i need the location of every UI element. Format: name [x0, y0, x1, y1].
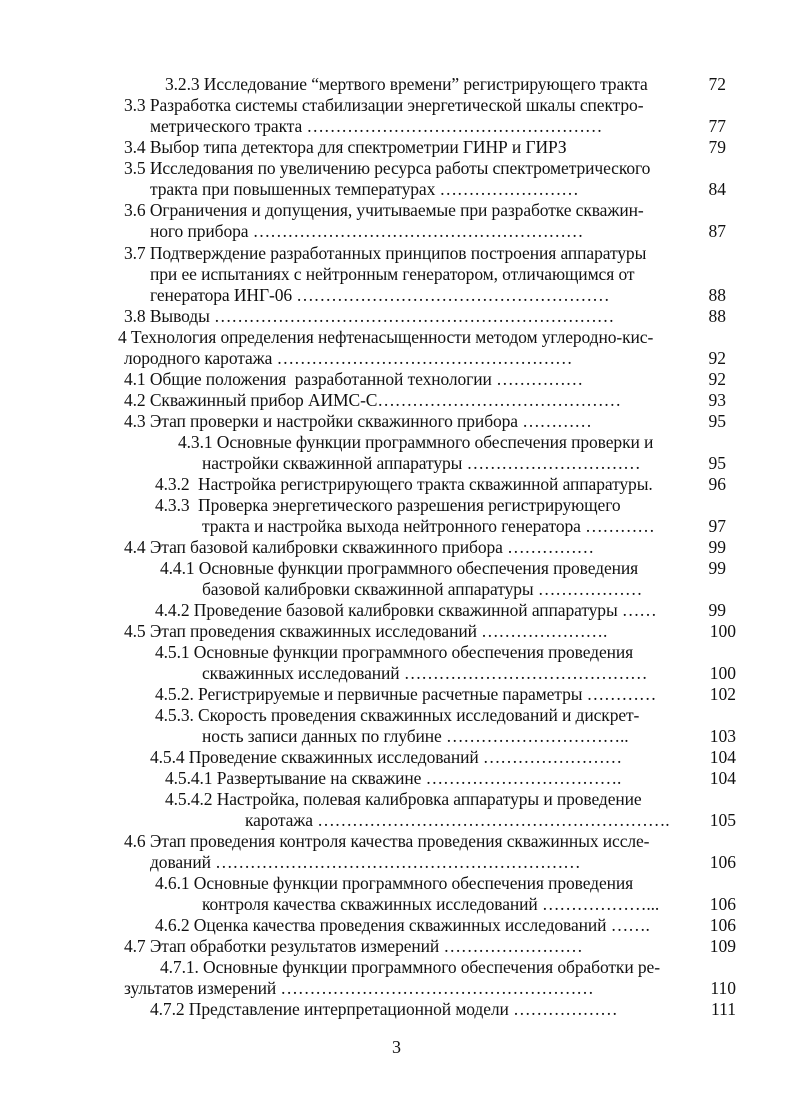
- toc-entry-3-5-cont: тракта при повышенных температурах ……………………: [150, 179, 579, 199]
- toc-entry-4-5-3: 4.5.3. Скорость проведения скважинных исследований и дискрет-: [155, 705, 640, 725]
- toc-entry-4-6-1: 4.6.1 Основные функции программного обеспечения проведения: [155, 873, 634, 893]
- toc-page-number: 95: [708, 453, 726, 473]
- toc-page-number: 92: [708, 348, 726, 368]
- toc-entry-4-4-1-cont: базовой калибровки скважинной аппаратуры ………………: [202, 579, 643, 599]
- toc-page-number: 106: [709, 894, 736, 914]
- toc-entry-4-4-2: 4.4.2 Проведение базовой калибровки скважинной аппаратуры ……: [155, 600, 657, 620]
- toc-page-number: 79: [708, 137, 726, 157]
- toc-entry-4-3-1: 4.3.1 Основные функции программного обеспечения проверки и: [178, 432, 654, 452]
- toc-entry-4-1: 4.1 Общие положения разработанной технологии ……………: [124, 369, 584, 389]
- toc-page-number: 100: [709, 663, 736, 683]
- toc-entry-4-5-4-2: 4.5.4.2 Настройка, полевая калибровка аппаратуры и проведение: [165, 789, 642, 809]
- toc-entry-3-6: 3.6 Ограничения и допущения, учитываемые при разработке скважин-: [124, 200, 644, 220]
- toc-entry-4-5-4-2-cont: каротажа …………………………………………………….: [245, 810, 670, 830]
- toc-entry-4-6: 4.6 Этап проведения контроля качества проведения скважинных иссле-: [124, 831, 650, 851]
- toc-entry-3-4: 3.4 Выбор типа детектора для спектрометрии ГИНР и ГИРЗ: [124, 137, 567, 157]
- toc-page-number: 99: [708, 558, 726, 578]
- toc-page-number: 99: [708, 537, 726, 557]
- toc-page-number: 100: [709, 621, 736, 641]
- toc-entry-4-4-1: 4.4.1 Основные функции программного обеспечения проведения: [160, 558, 639, 578]
- toc-entry-4-5-2: 4.5.2. Регистрируемые и первичные расчетные параметры …………: [155, 684, 657, 704]
- toc-chapter-4: 4 Технология определения нефтенасыщенности методом углеродно-кис-: [118, 327, 654, 347]
- toc-page-number: 110: [710, 978, 736, 998]
- toc-entry-4-5-3-cont: ность записи данных по глубине …………………………..: [202, 726, 629, 746]
- toc-page-number: 88: [708, 306, 726, 326]
- toc-chapter-4-cont: лородного каротажа ……………………………………………: [124, 348, 573, 368]
- toc-entry-4-3-2: 4.3.2 Настройка регистрирующего тракта скважинной аппаратуры.: [155, 474, 653, 494]
- toc-entry-3-2-3: 3.2.3 Исследование “мертвого времени” регистрирующего тракта: [165, 74, 648, 94]
- toc-page-number: 106: [709, 852, 736, 872]
- toc-page-number: 87: [708, 221, 726, 241]
- toc-entry-4-7: 4.7 Этап обработки результатов измерений ……………………: [124, 936, 583, 956]
- toc-page-number: 88: [708, 285, 726, 305]
- toc-page-number: 96: [708, 474, 726, 494]
- toc-entry-4-4: 4.4 Этап базовой калибровки скважинного прибора ……………: [124, 537, 595, 557]
- toc-entry-4-3-1-cont: настройки скважинной аппаратуры …………………………: [202, 453, 641, 473]
- toc-entry-4-3: 4.3 Этап проверки и настройки скважинного прибора …………: [124, 411, 592, 431]
- toc-page-number: 97: [708, 516, 726, 536]
- toc-entry-3-3-cont: метрического тракта ……………………………………………: [150, 116, 603, 136]
- toc-page-number: 84: [708, 179, 726, 199]
- toc-entry-4-6-2: 4.6.2 Оценка качества проведения скважинных исследований …….: [155, 915, 650, 935]
- toc-entry-4-6-1-cont: контроля качества скважинных исследований ………………...: [202, 894, 660, 914]
- toc-entry-4-5: 4.5 Этап проведения скважинных исследований ………………….: [124, 621, 608, 641]
- toc-entry-3-7-cont: при ее испытаниях с нейтронным генератором, отличающимся от: [150, 264, 635, 284]
- toc-page-number: 92: [708, 369, 726, 389]
- toc-entry-4-6-cont: дований ………………………………………………………: [150, 852, 581, 872]
- toc-page-number: 77: [708, 116, 726, 136]
- toc-entry-4-3-3: 4.3.3 Проверка энергетического разрешения регистрирующего: [155, 495, 621, 515]
- toc-page-number: 103: [709, 726, 736, 746]
- toc-page-number: 72: [708, 74, 726, 94]
- toc-page-number: 99: [708, 600, 726, 620]
- toc-entry-4-7-2: 4.7.2 Представление интерпретационной модели ………………: [150, 999, 618, 1019]
- toc-entry-3-8: 3.8 Выводы ……………………………………………………………: [124, 306, 615, 326]
- toc-page-number: 95: [708, 411, 726, 431]
- toc-page-number: 105: [709, 810, 736, 830]
- toc-entry-4-5-1-cont: скважинных исследований ……………………………………: [202, 663, 648, 683]
- toc-entry-4-7-1-cont: зультатов измерений ………………………………………………: [124, 978, 594, 998]
- toc-page-number: 93: [708, 390, 726, 410]
- toc-page-number: 106: [709, 915, 736, 935]
- toc-entry-4-2: 4.2 Скважинный прибор АИМС-С……………………………………: [124, 390, 621, 410]
- toc-page-number: 104: [709, 747, 736, 767]
- toc-entry-3-5: 3.5 Исследования по увеличению ресурса работы спектрометрического: [124, 158, 651, 178]
- toc-entry-4-3-3-cont: тракта и настройка выхода нейтронного генератора …………: [202, 516, 655, 536]
- page-number: 3: [392, 1037, 401, 1057]
- toc-entry-3-7-cont: генератора ИНГ-06 ………………………………………………: [150, 285, 610, 305]
- toc-entry-3-6-cont: ного прибора …………………………………………………: [150, 221, 584, 241]
- toc-entry-4-7-1: 4.7.1. Основные функции программного обеспечения обработки ре-: [160, 957, 660, 977]
- toc-page-number: 102: [709, 684, 736, 704]
- toc-entry-4-5-4-1: 4.5.4.1 Развертывание на скважине …………………………….: [165, 768, 622, 788]
- toc-entry-3-3: 3.3 Разработка системы стабилизации энергетической шкалы спектро-: [124, 95, 644, 115]
- toc-page-number: 111: [711, 999, 736, 1019]
- toc-entry-4-5-1: 4.5.1 Основные функции программного обеспечения проведения: [155, 642, 634, 662]
- toc-entry-3-7: 3.7 Подтверждение разработанных принципов построения аппаратуры: [124, 243, 647, 263]
- toc-entry-4-5-4: 4.5.4 Проведение скважинных исследований ……………………: [150, 747, 623, 767]
- toc-page-number: 104: [709, 768, 736, 788]
- toc-page-number: 109: [709, 936, 736, 956]
